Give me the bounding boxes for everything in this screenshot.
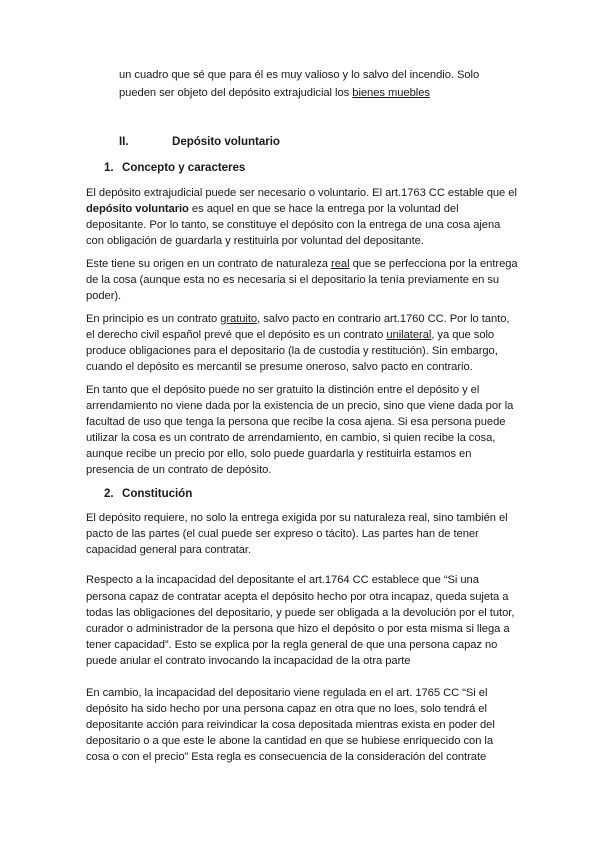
paragraph-line [86, 311, 509, 327]
subsection-number: 1. [104, 161, 114, 174]
paragraph-line: capacidad general para contratar. [86, 544, 252, 556]
underlined-term: real [331, 258, 350, 270]
paragraph-text: que se perfecciona por la entrega [349, 258, 518, 270]
paragraph-line: todas las obligaciones del depositario, y puede ser obligada a la devolución por el tutor, [86, 607, 515, 619]
paragraph-line [86, 201, 459, 217]
paragraph-line: poder). [86, 290, 122, 302]
paragraph-line: facultad de uso que tenga la persona que recibe la cosa ajena. Si esa persona puede [86, 416, 506, 428]
paragraph-line: arrendamiento no viene dada por la existencia de un precio, sino que viene dada por la [86, 400, 514, 412]
section-title: Depósito voluntario [172, 135, 280, 148]
bold-term: depósito voluntario [86, 203, 189, 215]
subsection-title: Constitución [122, 487, 193, 500]
underlined-term: unilateral [386, 329, 432, 341]
paragraph-line: El depósito extrajudicial puede ser necesario o voluntario. El art.1763 CC estable que el [86, 187, 517, 199]
paragraph-text: En principio es un contrato [86, 313, 221, 325]
paragraph-line: cosa o con el precio” Esta regla es consecuencia de la consideración del contrate [86, 751, 487, 763]
paragraph-line: con obligación de guardarla y restituirla por voluntad del depositante. [86, 235, 424, 247]
paragraph-text: es aquel en que se hace la entrega por la voluntad del [188, 203, 459, 215]
paragraph-line: pacto de las partes (el cual puede ser expreso o tácito). Las partes han de tener [86, 528, 479, 540]
paragraph-line: En cambio, la incapacidad del depositario viene regulada en el art. 1765 CC “Si el [86, 687, 488, 699]
underlined-term-bienes-muebles: bienes muebles [352, 87, 430, 99]
paragraph-line: curador o administrador de la persona que hizo el depósito o por esta misma si llega a [86, 623, 510, 635]
paragraph-line: aunque recibe un precio por ello, solo puede guardarla y restituirla estamos en [86, 448, 472, 460]
paragraph-line: utilizar la cosa es un contrato de arrendamiento, en cambio, si quien recibe la cosa, [86, 432, 496, 444]
paragraph-text: Este tiene su origen en un contrato de naturaleza [86, 258, 332, 270]
paragraph-line: presencia de un contrato de depósito. [86, 464, 272, 476]
subsection-title: Concepto y caracteres [122, 161, 246, 174]
paragraph-text: el derecho civil español prevé que el depósito es un contrato [86, 329, 387, 341]
paragraph-line: El depósito requiere, no solo la entrega exigida por su naturaleza real, sino también el [86, 512, 508, 524]
paragraph-line: Respecto a la incapacidad del depositante el art.1764 CC establece que “Si una [86, 574, 479, 586]
paragraph-line: depositario o a que este le abone la cantidad en que se hubiese enriquecido con la [86, 735, 494, 747]
paragraph-line: En tanto que el depósito puede no ser gratuito la distinción entre el depósito y el [86, 384, 480, 396]
paragraph-line [86, 256, 518, 272]
intro-line-1: un cuadro que sé que para él es muy valioso y lo salvo del incendio. Solo [119, 69, 480, 81]
paragraph-line: tener capacidad”. Esto se explica por la regla general de que una persona capaz no [86, 639, 498, 651]
section-number: II. [119, 135, 129, 148]
paragraph-line: depósito ha sido hecho por una persona capaz en otra que no loes, solo tendrá el [86, 703, 487, 715]
intro-line-2 [119, 85, 430, 101]
paragraph-line: depositante acción para reivindicar la cosa depositada mientras exista en poder del [86, 719, 495, 731]
paragraph-line [86, 327, 494, 343]
paragraph-line: depositante. Por lo tanto, se constituye el depósito con la entrega de una cosa ajena [86, 219, 501, 231]
paragraph-line: produce obligaciones para el depositario (la de custodia y restitución). Sin embargo, [86, 345, 498, 357]
paragraph-line: cuando el depósito es mercantil se presume oneroso, salvo pacto en contrario. [86, 361, 473, 373]
subsection-number: 2. [104, 487, 114, 500]
paragraph-line: puede anular el contrato invocando la incapacidad de la otra parte [86, 655, 411, 667]
paragraph-text: , salvo pacto en contrario art.1760 CC. Por lo tanto, [257, 313, 510, 325]
underlined-term: gratuito [220, 313, 258, 325]
paragraph-text: , ya que solo [431, 329, 495, 341]
paragraph-line: de la cosa (aunque esta no es necesaria si el depositario la tenía previamente en su [86, 274, 500, 286]
intro-text: pueden ser objeto del depósito extrajudicial los [119, 87, 353, 99]
paragraph-line: persona capaz de contratar acepta el depósito hecho por otra incapaz, queda sujeta a [86, 591, 509, 603]
